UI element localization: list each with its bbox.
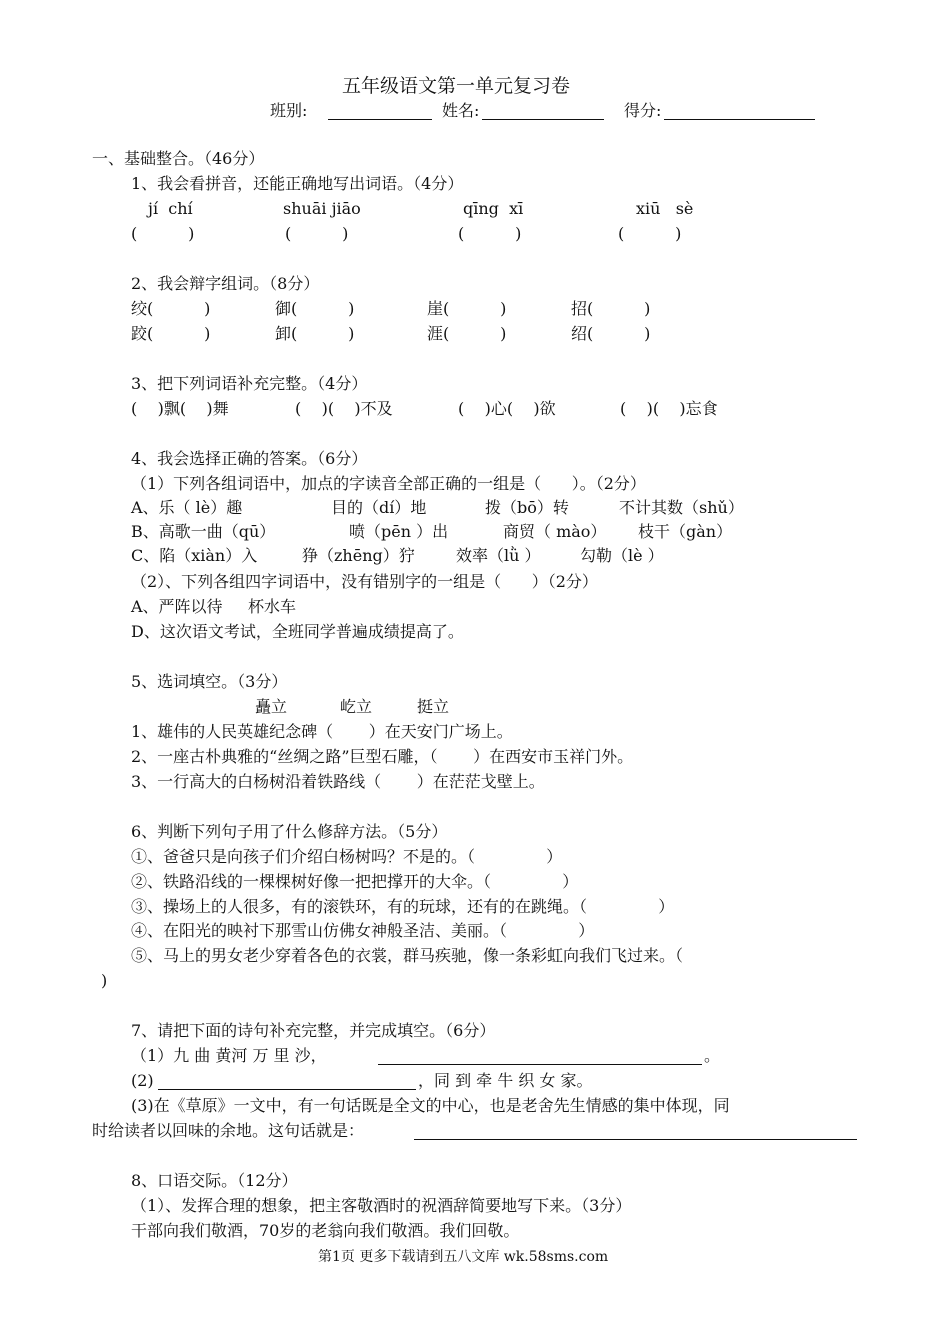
q4-opt-c-2: 狰（zhēng）狞 bbox=[302, 546, 415, 565]
q8-sub1: （1）、发挥合理的想象，把主客敬酒时的祝酒辞简要地写下来。（3分） bbox=[131, 1196, 632, 1215]
q6-heading: 6、判断下列句子用了什么修辞方法。（5分） bbox=[131, 822, 448, 841]
q5-word-2: 屹立 bbox=[340, 697, 373, 716]
q4-opt-a-3: 拨（bō）转 bbox=[485, 498, 569, 517]
q2-r1-1[interactable]: 绞( ) bbox=[131, 299, 211, 318]
q4-opt-c-1: C、陷（xiàn）入 bbox=[131, 546, 258, 565]
q6-sentence-4: ④、在阳光的映衬下那雪山仿佛女神般圣洁、美丽。（ ） bbox=[131, 921, 595, 940]
q7-poem-2-start: (2) bbox=[131, 1071, 154, 1090]
q1-pinyin-4: xiū sè bbox=[636, 199, 694, 218]
q5-sentence-2: 2、一座古朴典雅的“丝绸之路”巨型石雕，（ ）在西安市玉祥门外。 bbox=[131, 747, 634, 766]
q5-sentence-1: 1、雄伟的人民英雄纪念碑（ ）在天安门广场上。 bbox=[131, 722, 513, 741]
q5-heading: 5、选词填空。（3分） bbox=[131, 672, 288, 691]
q4-opt-a-2: 目的（dí）地 bbox=[331, 498, 427, 517]
q8-heading: 8、口语交际。（12分） bbox=[131, 1171, 298, 1190]
class-blank[interactable] bbox=[328, 101, 432, 120]
score-label: 得分: bbox=[624, 101, 662, 120]
section-heading: 一、基础整合。（46分） bbox=[92, 149, 265, 168]
q4-opt-b-2: 喷（pēn ）出 bbox=[349, 522, 449, 541]
name-blank[interactable] bbox=[482, 101, 604, 120]
class-label: 班别: bbox=[270, 101, 308, 120]
q4-opt-a-1: A、乐（ lè）趣 bbox=[131, 498, 243, 517]
q1-answer-1[interactable]: ( ) bbox=[131, 224, 195, 243]
q4-opt-b-1: B、高歌一曲（qū） bbox=[131, 522, 276, 541]
q3-item-2[interactable]: ( )( )不及 bbox=[295, 399, 393, 418]
q4-opt-a-4: 不计其数（shǔ） bbox=[619, 498, 744, 517]
q4-opt-b-4: 枝干（gàn） bbox=[638, 522, 733, 541]
name-label: 姓名: bbox=[442, 101, 480, 120]
q3-item-3[interactable]: ( )心( )欲 bbox=[458, 399, 556, 418]
q7-blank-2[interactable] bbox=[158, 1071, 416, 1090]
q2-r1-4[interactable]: 招( ) bbox=[571, 299, 651, 318]
q3-item-4[interactable]: ( )( )忘食 bbox=[620, 399, 718, 418]
q7-question-3-cont: 时给读者以回味的余地。这句话就是： bbox=[92, 1121, 365, 1140]
page-footer: 第1页 更多下载请到五八文库 wk.58sms.com bbox=[318, 1249, 609, 1265]
q4-opt-c-4: 勾勒（lè ） bbox=[580, 546, 664, 565]
q6-sentence-3: ③、操场上的人很多，有的滚铁环，有的玩球，还有的在跳绳。（ ） bbox=[131, 897, 675, 916]
q4-opt-c-3: 效率（lǜ ） bbox=[456, 546, 541, 565]
q3-heading: 3、把下列词语补充完整。（4分） bbox=[131, 374, 368, 393]
q2-r2-1[interactable]: 跤( ) bbox=[131, 324, 211, 343]
q6-sentence-5: ⑤、马上的男女老少穿着各色的衣裳，群马疾驰，像一条彩虹向我们飞过来。（ bbox=[131, 946, 684, 965]
q4-opt-a2: A、严阵以待 杯水车 bbox=[131, 597, 296, 616]
q5-word-1: 矗立 bbox=[255, 697, 288, 716]
score-blank[interactable] bbox=[664, 101, 815, 120]
q4-opt-b-3: 商贸（ mào） bbox=[503, 522, 607, 541]
q2-r2-3[interactable]: 涯( ) bbox=[427, 324, 507, 343]
q2-r2-4[interactable]: 绍( ) bbox=[571, 324, 651, 343]
q1-answer-3[interactable]: ( ) bbox=[458, 224, 522, 243]
q8-line: 干部向我们敬酒，70岁的老翁向我们敬酒。我们回敬。 bbox=[131, 1221, 520, 1240]
q1-pinyin-1: jí chí bbox=[148, 199, 193, 218]
q1-answer-2[interactable]: ( ) bbox=[285, 224, 349, 243]
q7-poem-2-end: ，同 到 牵 牛 织 女 家。 bbox=[418, 1071, 593, 1090]
page-title: 五年级语文第一单元复习卷 bbox=[342, 75, 571, 97]
q4-sub2: （2）、下列各组四字词语中，没有错别字的一组是（ ）（2分） bbox=[131, 572, 598, 591]
q5-word-3: 挺立 bbox=[417, 697, 450, 716]
q6-sentence-5-close: ) bbox=[101, 971, 108, 990]
q2-r1-2[interactable]: 御( ) bbox=[275, 299, 355, 318]
q5-sentence-3: 3、一行高大的白杨树沿着铁路线（ ）在茫茫戈壁上。 bbox=[131, 772, 545, 791]
q1-pinyin-2: shuāi jiāo bbox=[283, 199, 361, 218]
q7-poem-1-end: 。 bbox=[704, 1046, 721, 1065]
q2-heading: 2、我会辩字组词。（8分） bbox=[131, 274, 320, 293]
q7-poem-1: （1）九 曲 黄河 万 里 沙， bbox=[131, 1046, 327, 1065]
q4-sub1: （1）下列各组词语中，加点的字读音全部正确的一组是（ ）。（2分） bbox=[131, 474, 646, 493]
q4-opt-d2: D、这次语文考试，全班同学普遍成绩提高了。 bbox=[131, 622, 464, 641]
q1-pinyin-3: qīng xī bbox=[463, 199, 524, 218]
q7-blank-1[interactable] bbox=[378, 1046, 702, 1065]
q7-heading: 7、请把下面的诗句补充完整，并完成填空。（6分） bbox=[131, 1021, 496, 1040]
q1-answer-4[interactable]: ( ) bbox=[618, 224, 682, 243]
q7-blank-3[interactable] bbox=[414, 1121, 857, 1140]
q2-r2-2[interactable]: 卸( ) bbox=[275, 324, 355, 343]
q2-r1-3[interactable]: 崖( ) bbox=[427, 299, 507, 318]
q6-sentence-1: ①、爸爸只是向孩子们介绍白杨树吗？不是的。（ ） bbox=[131, 847, 563, 866]
q4-heading: 4、我会选择正确的答案。（6分） bbox=[131, 449, 368, 468]
q1-heading: 1、我会看拼音，还能正确地写出词语。（4分） bbox=[131, 174, 464, 193]
q3-item-1[interactable]: ( )飘( )舞 bbox=[131, 399, 229, 418]
q6-sentence-2: ②、铁路沿线的一棵棵树好像一把把撑开的大伞。（ ） bbox=[131, 872, 579, 891]
q7-question-3: (3)在《草原》一文中，有一句话既是全文的中心，也是老舍先生情感的集中体现，同 bbox=[131, 1096, 730, 1115]
